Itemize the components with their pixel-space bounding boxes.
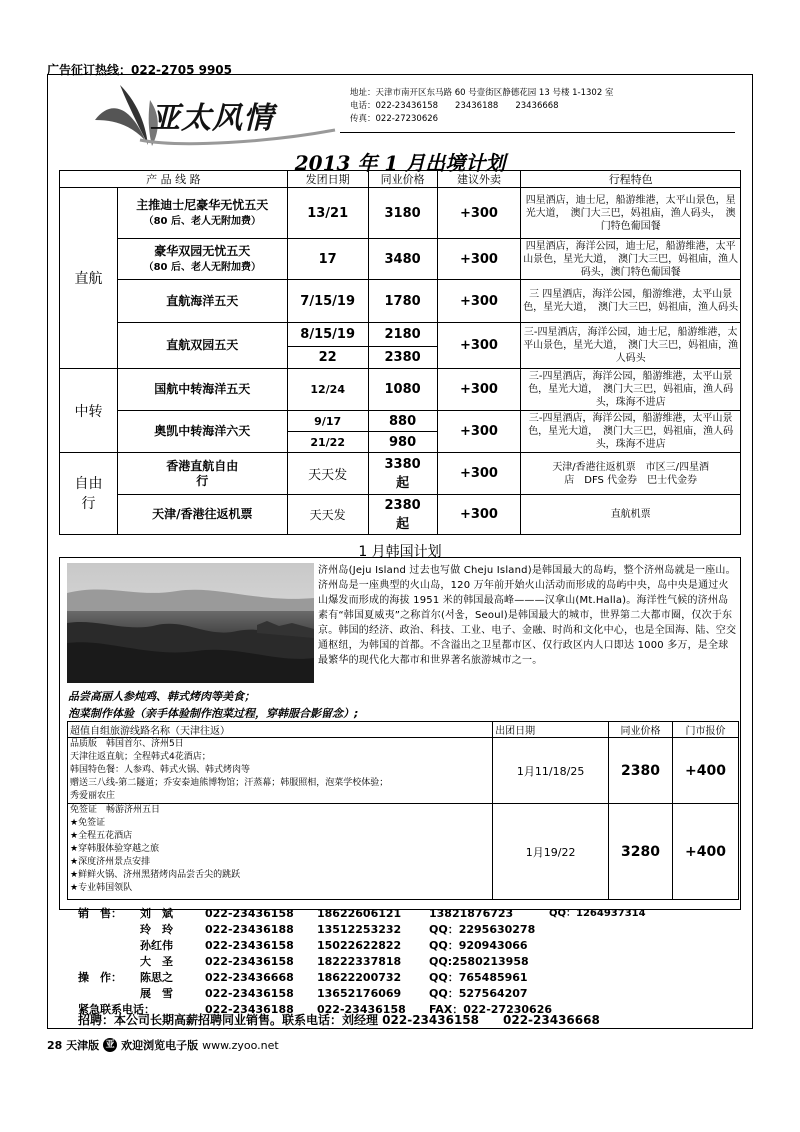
product-name: 天津/香港往返机票 [117, 495, 287, 535]
retail-price: +400 [673, 738, 739, 804]
col-retail-price: 门市报价 [673, 722, 739, 738]
ad-hotline: 广告征订热线：022-2705 9905 [47, 63, 233, 77]
brand-badge-icon: 亚 [103, 1038, 117, 1052]
company-contact [350, 87, 613, 126]
korea-intro-text: 济州岛(Jeju Island 过去也写做 Cheju Island)是韩国最大的岛屿，整个济州岛就是一座山。济州岛是一座典型的火山岛，120 万年前开始火山活动而形成的岛屿中央，岛中央是通过火山爆发而形成的海拔 1951 米的韩国最高峰———汉拿山(Mt.Halla)。海洋性气候的济州岛素有“韩国夏威夷”之称首尔(서울，Seoul)是韩国最大的城市，世界第二大都市圈，仅次于东京。韩国的经济、政治、科技、工业、电子、金融、时尚和文化中心，也是全国海、陆、空交通枢纽，为韩国的首都。不含溢出之卫星都市区、仅行政区内人口即达 1000 多万，是全球最繁华的现代化大都市和世界著名旅游城市之一。 [318, 565, 737, 666]
product-name: 奥凯中转海洋六天 [117, 411, 287, 453]
trip-features: 天津/香港往返机票 市区三/四星酒店 DFS 代金券 巴士代金券 [521, 453, 741, 495]
peer-price: 2380 [609, 738, 673, 804]
suggested-markup: +300 [437, 453, 521, 495]
category-free: 自由行 [60, 453, 118, 535]
col-route: 超值自组旅游线路名称（天津往返） [68, 722, 493, 738]
product-name: 主推迪士尼豪华无忧五天 （80 后、老人无附加费） [117, 188, 287, 239]
col-feature: 行程特色 [521, 171, 741, 188]
recruitment-notice: 招聘：本公司长期高薪招聘同业销售。联系电话：刘经理 022-23436158 022-23436668 [78, 1013, 600, 1027]
table-row [68, 804, 739, 900]
product-name: 直航海洋五天 [117, 280, 287, 323]
retail-price: +400 [673, 804, 739, 900]
table-row [60, 239, 741, 280]
suggested-markup: +300 [437, 323, 521, 369]
col-date: 发团日期 [287, 171, 368, 188]
contact-row: 大 圣 022-23436158 18222337818 QQ:2580213958 [140, 955, 529, 968]
trip-features: 四星酒店，海洋公园，迪士尼，船游维港，太平山景色，星光大道， 澳门大三巴，妈祖庙，渔人码头，澳门特色葡国餐 [521, 239, 741, 280]
company-fax: 传真：022-27230626 [350, 114, 439, 124]
depart-date: 1月11/18/25 [493, 738, 609, 804]
peer-price: 2180 [368, 323, 437, 347]
korea-highlights [68, 688, 358, 722]
peer-price: 980 [368, 432, 437, 453]
peer-price: 1080 [368, 369, 437, 411]
suggested-markup: +300 [437, 239, 521, 280]
contact-list [78, 906, 646, 1018]
trip-features: 四星酒店，迪士尼，船游维港，太平山景色，星光大道， 澳门大三巴，妈祖庙，渔人码头， 澳门特色葡国餐 [521, 188, 741, 239]
route-details: 品质版 韩国首尔、济州5日 天津往返直航；全程韩式4花酒店； 韩国特色餐：人参鸡、韩式火锅、韩式烤肉等 赠送三八线-第二隧道；乔安泰迪熊博物馆；汗蒸幕；韩服照相，泡菜学校体验； 秀爱丽农庄 [68, 738, 493, 804]
header-divider [340, 132, 735, 133]
depart-date: 21/22 [287, 432, 368, 453]
suggested-markup: +300 [437, 188, 521, 239]
footer-url[interactable]: www.zyoo.net [202, 1038, 279, 1052]
emergency-contact: 紧急联系电话： 022-23436188 022-23436158 FAX：022-27230626 [78, 1003, 553, 1016]
contact-row: 孙红伟 022-23436158 15022622822 QQ：920943066 [140, 939, 528, 952]
page-footer [47, 1037, 279, 1053]
trip-features: 三 四星酒店，海洋公园，船游维港，太平山景色，星光大道， 澳门大三巴，妈祖庙，渔人码头 [521, 280, 741, 323]
trip-features: 三-四星酒店，海洋公园，船游维港，太平山景色，星光大道， 澳门大三巴，妈祖庙，渔人码头，珠海不进店 [521, 369, 741, 411]
category-direct: 直航 [60, 188, 118, 369]
peer-price: 3280 [609, 804, 673, 900]
category-transfer: 中转 [60, 369, 118, 453]
table-row [60, 453, 741, 495]
product-name: 国航中转海洋五天 [117, 369, 287, 411]
company-address: 地址：天津市南开区东马路 60 号壹街区静德花园 13 号楼 1-1302 室 [350, 88, 614, 98]
peer-price: 1780 [368, 280, 437, 323]
contact-row: 展 雪 022-23436158 13652176069 QQ：527564207 [140, 987, 528, 1000]
company-phone: 电话：022-23436158 23436188 23436668 [350, 101, 559, 111]
depart-date: 12/24 [287, 369, 368, 411]
col-price: 同业价格 [368, 171, 437, 188]
contact-row: 销 售： 刘 斌 022-23436158 18622606121 13821876723 QQ：1264937314 [78, 907, 646, 920]
table-row [60, 495, 741, 535]
product-name: 香港直航自由行 [117, 453, 287, 495]
depart-date: 22 [287, 347, 368, 369]
col-peer-price: 同业价格 [609, 722, 673, 738]
suggested-markup: +300 [437, 411, 521, 453]
plan-title: 2013 年 1 月出境计划 [294, 151, 506, 175]
table-row [68, 738, 739, 804]
route-details: 免签证 畅游济州五日 ★免签证 ★全程五花酒店 ★穿韩服体验穿越之旅 ★深度济州景点安排 ★鲜鲜火锅、济州黑猪烤肉品尝舌尖的跳跃 ★专业韩国领队 [68, 804, 493, 900]
peer-price: 880 [368, 411, 437, 432]
table-row [60, 369, 741, 411]
depart-date: 天天发 [287, 453, 368, 495]
jeju-coast-photo [67, 563, 314, 683]
logo-text: 亚太风情 [150, 101, 274, 136]
table-row [60, 323, 741, 347]
page-number: 28 天津版 [47, 1039, 100, 1052]
table-header-row [60, 171, 741, 188]
depart-date: 8/15/19 [287, 323, 368, 347]
depart-date: 9/17 [287, 411, 368, 432]
depart-date: 1月19/22 [493, 804, 609, 900]
table-row [60, 411, 741, 432]
contact-row: 操 作： 陈思之 022-23436668 18622200732 QQ：765485961 [78, 971, 528, 984]
depart-date: 17 [287, 239, 368, 280]
trip-features: 三-四星酒店，海洋公园，迪士尼，船游维港，太平山景色，星光大道， 澳门大三巴，妈祖庙，渔人码头 [521, 323, 741, 369]
highlight-kimchi: 泡菜制作体验（亲手体验制作泡菜过程，穿韩服合影留念）; [68, 707, 359, 720]
suggested-markup: +300 [437, 280, 521, 323]
product-name: 直航双园五天 [117, 323, 287, 369]
peer-price: 3180 [368, 188, 437, 239]
footer-text: 欢迎浏览电子版 [121, 1039, 199, 1052]
suggested-markup: +300 [437, 369, 521, 411]
col-product: 产 品 线 路 [60, 171, 288, 188]
outbound-plan-table [59, 170, 741, 535]
peer-price: 2380起 [368, 495, 437, 535]
product-name: 豪华双园无忧五天 （80 后、老人无附加费） [117, 239, 287, 280]
peer-price: 3380起 [368, 453, 437, 495]
highlight-food: 品尝高丽人参炖鸡、韩式烤肉等美食； [68, 690, 255, 703]
table-row [60, 188, 741, 239]
depart-date: 天天发 [287, 495, 368, 535]
korea-plan-title: 1 月韩国计划 [358, 544, 442, 560]
suggested-markup: +300 [437, 495, 521, 535]
col-date: 出团日期 [493, 722, 609, 738]
depart-date: 7/15/19 [287, 280, 368, 323]
contact-row: 玲 玲 022-23436188 13512253232 QQ：2295630278 [140, 923, 536, 936]
col-advice: 建议外卖 [437, 171, 521, 188]
table-row [60, 280, 741, 323]
table-header-row [68, 722, 739, 738]
trip-features: 三-四星酒店，海洋公园，船游维港，太平山景色，星光大道， 澳门大三巴，妈祖庙，渔人码头，珠海不进店 [521, 411, 741, 453]
peer-price: 2380 [368, 347, 437, 369]
trip-features: 直航机票 [521, 495, 741, 535]
peer-price: 3480 [368, 239, 437, 280]
korea-route-table [67, 721, 739, 900]
depart-date: 13/21 [287, 188, 368, 239]
